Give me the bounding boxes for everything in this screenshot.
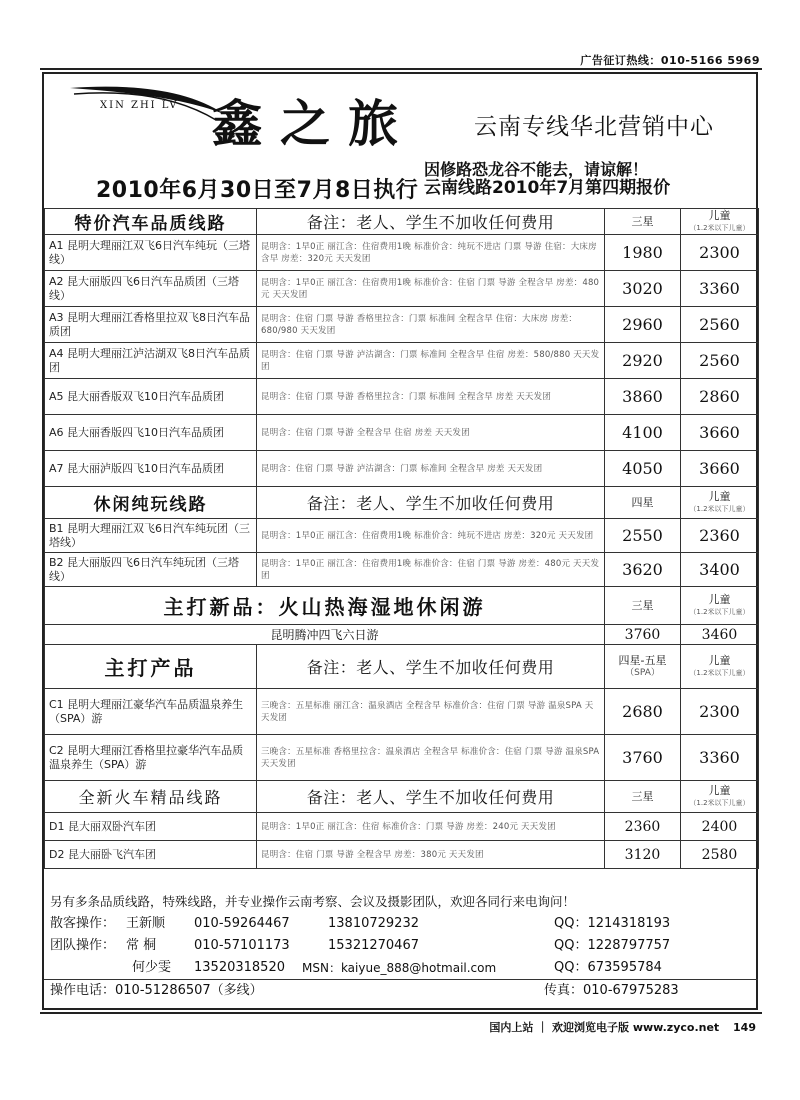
section-header — [45, 587, 759, 625]
col-child-label: 儿童 — [708, 489, 731, 503]
col-child-header — [681, 781, 759, 813]
section-note: 备注：老人、学生不加收任何费用 — [257, 209, 605, 235]
notice-line-1: 因修路恐龙谷不能去，请谅解！ — [424, 160, 649, 179]
section-title: 特价汽车品质线路 — [45, 209, 257, 235]
section-header — [45, 645, 759, 689]
route-desc: 昆明含：住宿 门票 导游 香格里拉含：门票 标准间 全程含早 房差 天天发团 — [257, 379, 605, 415]
section-title: 全新火车精品线路 — [45, 781, 257, 813]
table-row — [45, 343, 759, 379]
adult-price: 3020 — [605, 271, 681, 307]
child-price: 2560 — [681, 307, 759, 343]
child-price: 2580 — [681, 841, 759, 869]
execution-date: 2010年6月30日至7月8日执行 — [96, 178, 419, 203]
table-row — [45, 813, 759, 841]
adult-price: 2550 — [605, 519, 681, 553]
table-row — [45, 625, 759, 645]
route-name: D1 昆大丽双卧汽车团 — [45, 813, 257, 841]
child-price: 3360 — [681, 271, 759, 307]
adult-price: 3760 — [605, 735, 681, 781]
child-price: 2300 — [681, 235, 759, 271]
col-child-header — [681, 487, 759, 519]
op3-name: 何少雯 — [132, 960, 172, 975]
table-row — [45, 307, 759, 343]
route-desc: 昆明含：1早0正 丽江含：住宿费用1晚 标准价含：纯玩不进店 房差：320元 天天发团 — [257, 519, 605, 553]
op1-label: 散客操作： — [50, 916, 116, 931]
col-adult-header — [605, 209, 681, 235]
col-child-header — [681, 587, 759, 625]
section-header — [45, 781, 759, 813]
col-adult-label: 三星 — [631, 598, 654, 612]
section-note: 备注：老人、学生不加收任何费用 — [257, 781, 605, 813]
op2-qq: QQ：1228797757 — [554, 938, 671, 953]
op3-mobile: 13520318520 — [194, 960, 285, 975]
col-child-sub: （1.2米以下儿童） — [689, 668, 750, 677]
col-child-sub: （1.2米以下儿童） — [689, 607, 750, 616]
page-footer-right: 欢迎浏览电子版 www.zyco.net — [552, 1021, 720, 1034]
ad-hotline: 广告征订热线：010-5166 5969 — [580, 54, 760, 67]
op1-mobile: 13810729232 — [328, 916, 419, 931]
table-row — [45, 841, 759, 869]
route-name: A1 昆明大理丽江双飞6日汽车纯玩（三塔线） — [45, 235, 257, 271]
table-row — [45, 689, 759, 735]
adult-price: 3760 — [605, 625, 681, 645]
adult-price: 2360 — [605, 813, 681, 841]
section-title: 休闲纯玩线路 — [45, 487, 257, 519]
col-child-sub: （1.2米以下儿童） — [689, 223, 750, 232]
route-desc: 昆明含：住宿 门票 导游 泸沽湖含：门票 标准间 全程含早 住宿 房差：580/880 天天发团 — [257, 343, 605, 379]
top-rule — [40, 68, 762, 70]
col-child-label: 儿童 — [708, 592, 731, 606]
adult-price: 2920 — [605, 343, 681, 379]
adult-price: 2680 — [605, 689, 681, 735]
op1-name: 王新顺 — [126, 916, 166, 931]
section-note: 备注：老人、学生不加收任何费用 — [257, 487, 605, 519]
adult-price: 4050 — [605, 451, 681, 487]
table-row — [45, 735, 759, 781]
route-desc: 三晚含：五星标准 丽江含：温泉酒店 全程含早 标准价含：住宿 门票 导游 温泉SPA 天天发团 — [257, 689, 605, 735]
notice — [424, 160, 670, 198]
table-row — [45, 451, 759, 487]
table-row — [45, 235, 759, 271]
child-price: 2360 — [681, 519, 759, 553]
adult-price: 1980 — [605, 235, 681, 271]
adult-price: 3120 — [605, 841, 681, 869]
col-adult-label: 四星-五星 — [618, 653, 667, 667]
child-price: 3360 — [681, 735, 759, 781]
col-child-header — [681, 645, 759, 689]
footer-intro: 另有多条品质线路，特殊线路，并专业操作云南考察、会议及摄影团队，欢迎各同行来电询问！ — [50, 894, 576, 909]
child-price: 2560 — [681, 343, 759, 379]
child-price: 2400 — [681, 813, 759, 841]
footer-tel-row — [44, 979, 758, 1001]
contact-footer — [44, 891, 758, 1001]
op2-mobile: 15321270467 — [328, 938, 419, 953]
section-header — [45, 209, 759, 235]
child-price: 2860 — [681, 379, 759, 415]
route-desc: 昆明含：1早0正 丽江含：住宿费用1晚 标准价含：纯玩不进店 门票 导游 住宿：大床房含早 房差：320元 天天发团 — [257, 235, 605, 271]
route-name: A6 昆大丽香版四飞10日汽车品质团 — [45, 415, 257, 451]
route-name: A7 昆大丽泸版四飞10日汽车品质团 — [45, 451, 257, 487]
child-price: 3660 — [681, 415, 759, 451]
brand-name: 鑫之旅 — [212, 94, 416, 153]
col-child-sub: （1.2米以下儿童） — [689, 504, 750, 513]
footer-op3 — [44, 957, 758, 979]
route-name: C2 昆明大理丽江香格里拉豪华汽车品质温泉养生（SPA）游 — [45, 735, 257, 781]
col-child-header — [681, 209, 759, 235]
footer-op1 — [44, 913, 758, 935]
col-adult-header — [605, 645, 681, 689]
route-name: D2 昆大丽卧飞汽车团 — [45, 841, 257, 869]
route-desc: 昆明含：1早0正 丽江含：住宿费用1晚 标准价含：住宿 门票 导游 房差：480元 天天发团 — [257, 553, 605, 587]
route-name: A3 昆明大理丽江香格里拉双飞8日汽车品质团 — [45, 307, 257, 343]
section-note: 备注：老人、学生不加收任何费用 — [257, 645, 605, 689]
route-name: B1 昆明大理丽江双飞6日汽车纯玩团（三塔线） — [45, 519, 257, 553]
operation-tel: 操作电话：010-51286507（多线） — [50, 983, 263, 998]
col-adult-label: 四星 — [631, 495, 654, 509]
route-desc: 昆明含：1早0正 丽江含：住宿费用1晚 标准价含：住宿 门票 导游 全程含早 房差：480元 天天发团 — [257, 271, 605, 307]
op2-name: 常 桐 — [126, 938, 157, 953]
logo-text: XIN ZHI LV — [100, 100, 179, 111]
footer-line-1 — [44, 891, 758, 913]
header — [44, 74, 756, 208]
col-adult-label: 三星 — [631, 789, 654, 803]
adult-price: 3620 — [605, 553, 681, 587]
op3-qq: QQ：673595784 — [554, 960, 662, 975]
col-adult-header — [605, 781, 681, 813]
route-name: C1 昆明大理丽江豪华汽车品质温泉养生（SPA）游 — [45, 689, 257, 735]
section-title: 主打产品 — [45, 645, 257, 689]
table-row — [45, 415, 759, 451]
table-row — [45, 379, 759, 415]
ad-frame — [42, 72, 758, 1010]
route-name: A2 昆大丽版四飞6日汽车品质团（三塔线） — [45, 271, 257, 307]
price-table — [44, 208, 759, 869]
route-desc: 昆明含：住宿 门票 导游 全程含早 住宿 房差 天天发团 — [257, 415, 605, 451]
op1-phone: 010-59264467 — [194, 916, 290, 931]
route-desc: 昆明含：住宿 门票 导游 香格里拉含：门票 标准间 全程含早 住宿：大床房 房差：680/980 天天发团 — [257, 307, 605, 343]
route-name: 昆明腾冲四飞六日游 — [45, 625, 605, 645]
table-row — [45, 553, 759, 587]
col-child-label: 儿童 — [708, 783, 731, 797]
col-adult-header — [605, 587, 681, 625]
footer-op2 — [44, 935, 758, 957]
col-adult-label: 三星 — [631, 214, 654, 228]
adult-price: 4100 — [605, 415, 681, 451]
route-desc: 昆明含：住宿 门票 导游 泸沽湖含：门票 标准间 全程含早 房差 天天发团 — [257, 451, 605, 487]
fax: 传真：010-67975283 — [544, 983, 679, 998]
route-desc: 昆明含：住宿 门票 导游 全程含早 房差：380元 天天发团 — [257, 841, 605, 869]
brand-subtitle: 云南专线华北营销中心 — [474, 114, 714, 140]
route-name: B2 昆大丽版四飞6日汽车纯玩团（三塔线） — [45, 553, 257, 587]
bottom-rule — [40, 1012, 762, 1014]
table-row — [45, 271, 759, 307]
section-title: 主打新品：火山热海湿地休闲游 — [45, 587, 605, 625]
op1-qq: QQ：1214318193 — [554, 916, 671, 931]
child-price: 3660 — [681, 451, 759, 487]
child-price: 3460 — [681, 625, 759, 645]
col-child-sub: （1.2米以下儿童） — [689, 798, 750, 807]
footer-divider: ｜ — [537, 1021, 553, 1034]
adult-price: 3860 — [605, 379, 681, 415]
col-adult-sub: （SPA） — [625, 667, 660, 678]
col-child-label: 儿童 — [708, 653, 731, 667]
op2-label: 团队操作： — [50, 938, 116, 953]
op2-phone: 010-57101173 — [194, 938, 290, 953]
route-desc: 昆明含：1早0正 丽江含：住宿 标准价含：门票 导游 房差：240元 天天发团 — [257, 813, 605, 841]
col-child-label: 儿童 — [708, 208, 731, 222]
notice-line-2: 云南线路2010年7月第四期报价 — [424, 178, 671, 198]
op3-msn: MSN：kaiyue_888@hotmail.com — [302, 961, 497, 975]
page-footer-left: 国内上站 — [489, 1021, 534, 1034]
child-price: 2300 — [681, 689, 759, 735]
section-header — [45, 487, 759, 519]
route-name: A5 昆大丽香版双飞10日汽车品质团 — [45, 379, 257, 415]
child-price: 3400 — [681, 553, 759, 587]
route-name: A4 昆明大理丽江泸沽湖双飞8日汽车品质团 — [45, 343, 257, 379]
page-number: 149 — [733, 1021, 756, 1034]
route-desc: 三晚含：五星标准 香格里拉含：温泉酒店 全程含早 标准价含：住宿 门票 导游 温泉SPA 天天发团 — [257, 735, 605, 781]
col-adult-header — [605, 487, 681, 519]
page-footer — [489, 1019, 756, 1035]
table-row — [45, 519, 759, 553]
adult-price: 2960 — [605, 307, 681, 343]
